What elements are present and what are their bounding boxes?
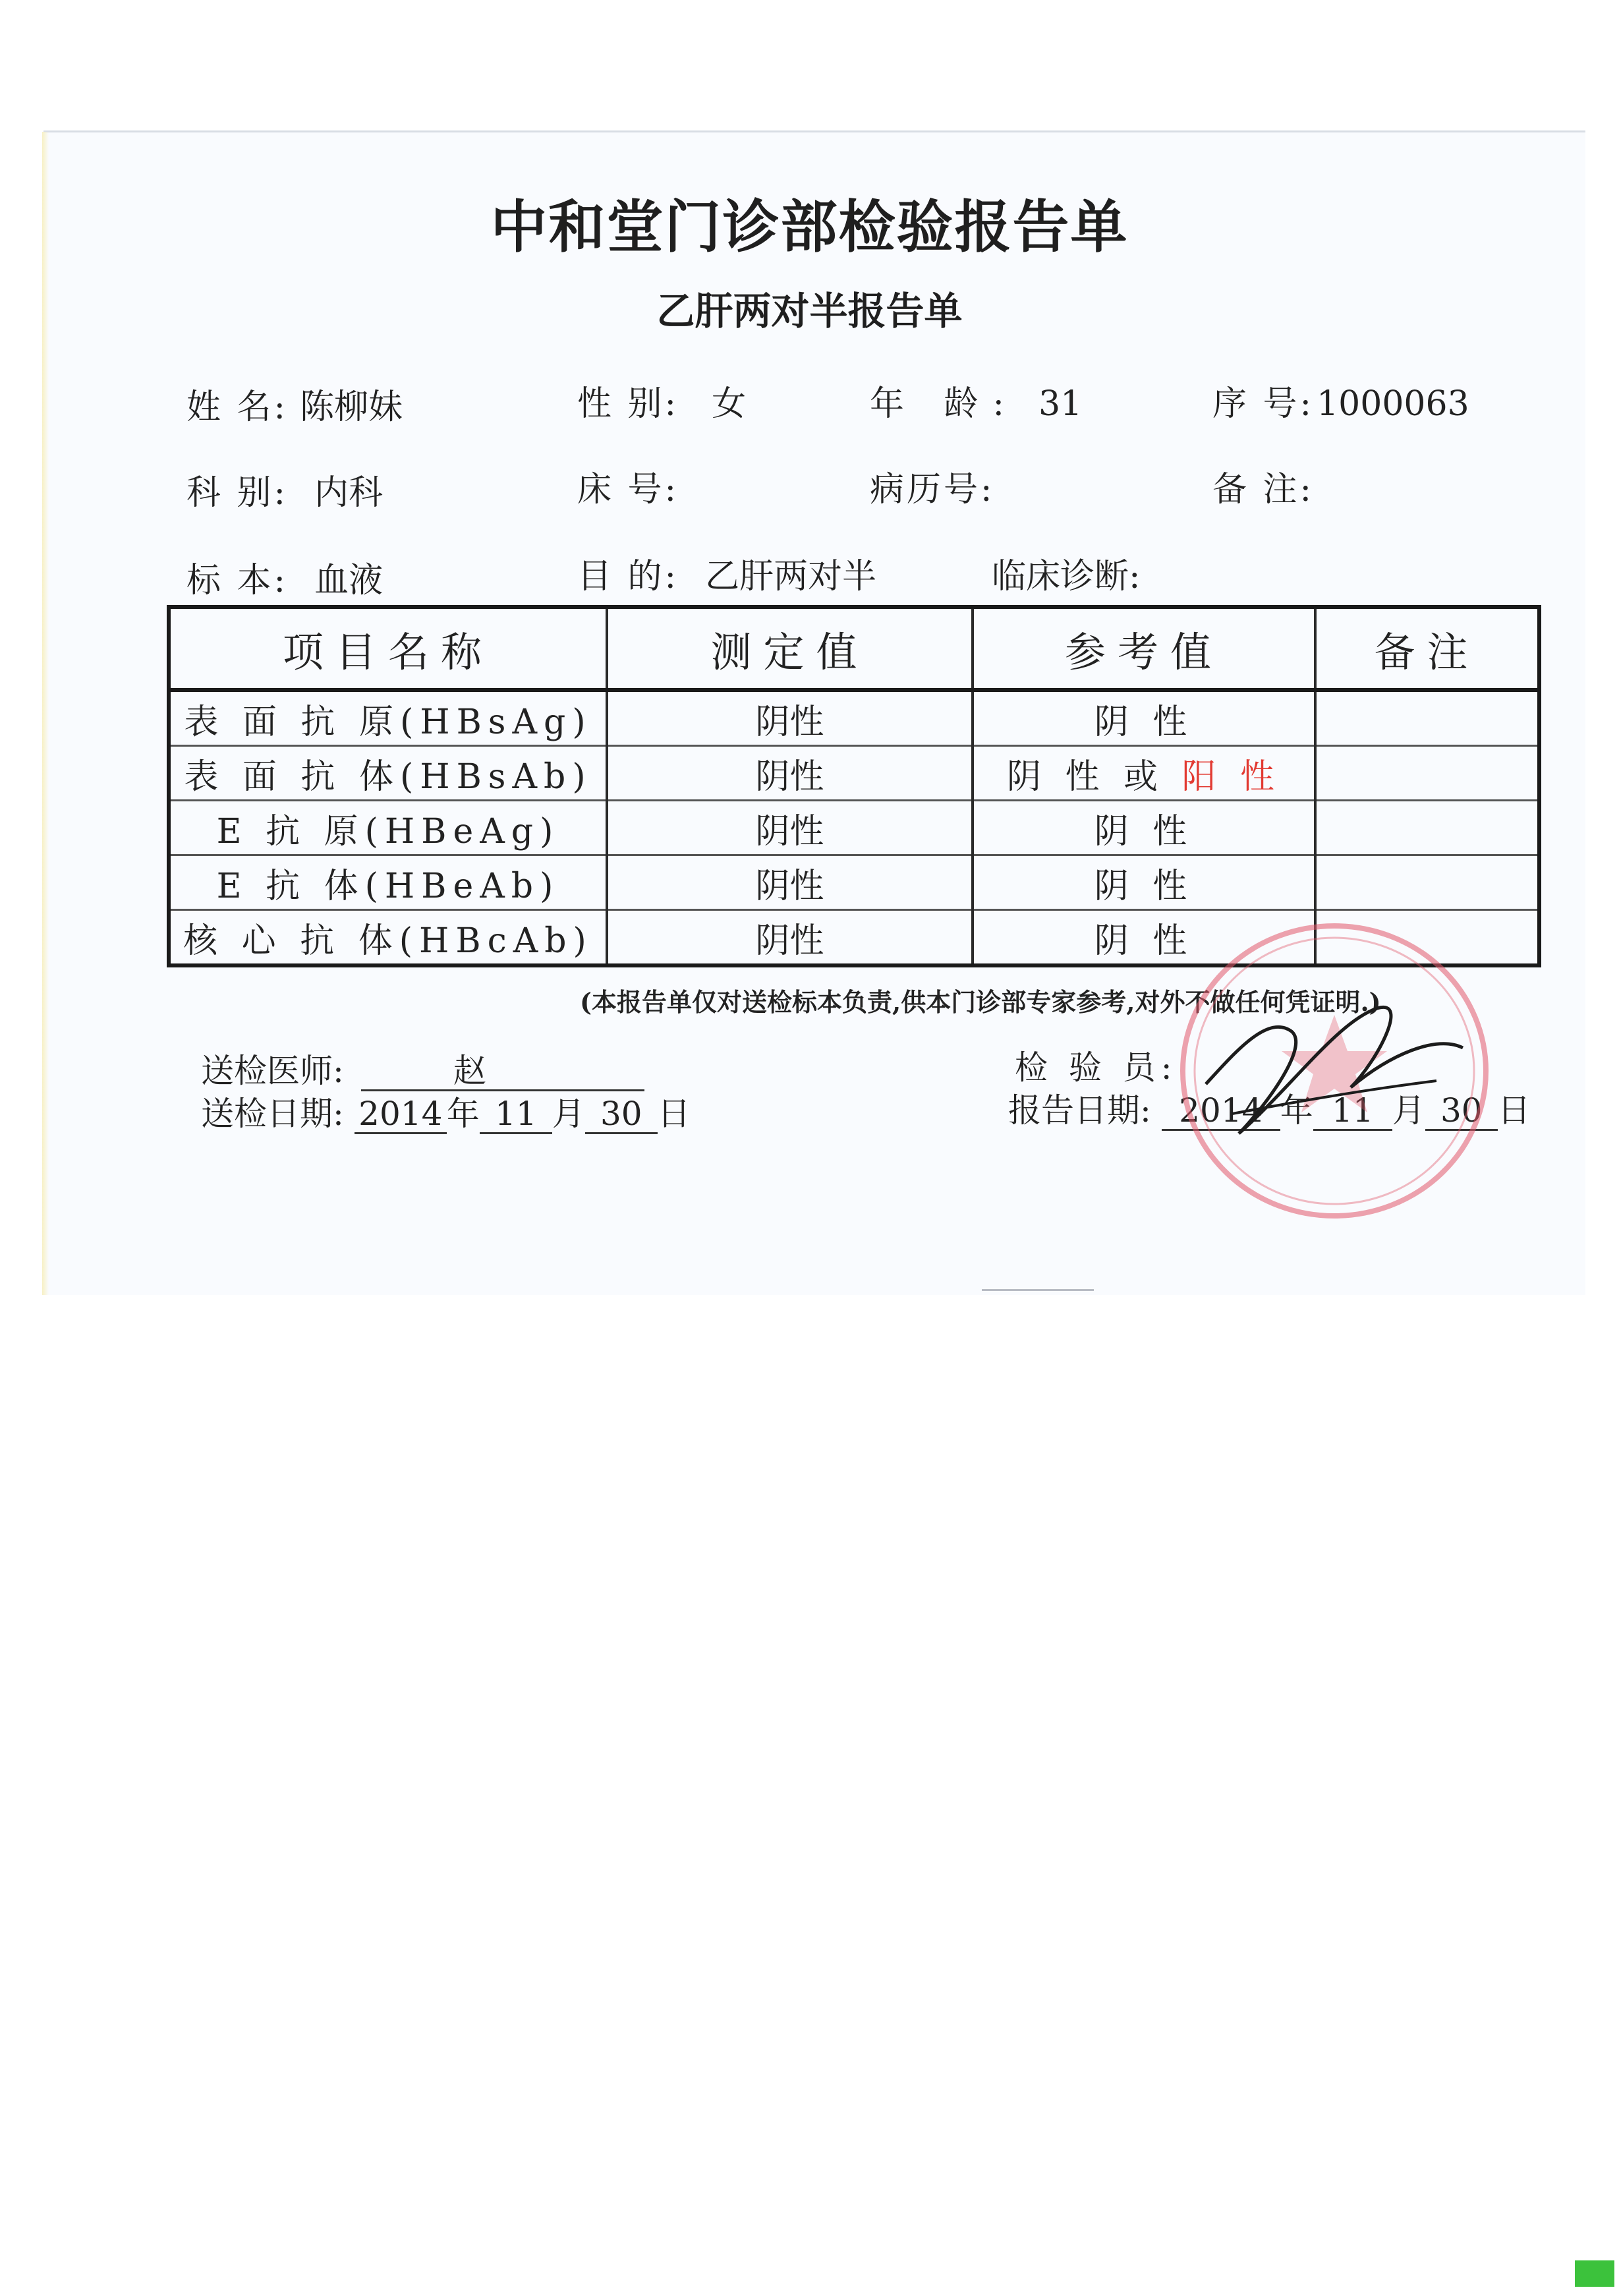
disclaimer-note: (本报告单仅对送检标本负责,供本门诊部专家参考,对外不做任何凭证明.) <box>580 987 1381 1017</box>
report-month-unit: 月 <box>1392 1091 1425 1130</box>
send-month: 11 <box>480 1096 552 1134</box>
doctor-line <box>201 1045 644 1092</box>
table-row <box>169 855 1539 910</box>
results-table <box>167 605 1541 967</box>
measured-value: 阴性 <box>607 746 973 801</box>
item-name: 表 面 抗 体(HBsAb) <box>169 746 607 801</box>
name-value: 陈柳妹 <box>300 387 403 427</box>
row-remark <box>1315 746 1539 801</box>
record-field <box>870 461 995 511</box>
row-remark <box>1315 855 1539 910</box>
header-item-name: 项目名称 <box>169 607 607 690</box>
measured-value: 阴性 <box>607 801 973 855</box>
sheet-bottom-edge <box>982 1289 1094 1291</box>
specimen-field <box>186 552 383 602</box>
sheet-top-edge <box>43 130 1585 132</box>
send-date-label: 送检日期: <box>201 1095 344 1133</box>
doctor-value: 赵 <box>361 1053 644 1091</box>
header-remark: 备注 <box>1315 607 1539 690</box>
diagnosis-field <box>992 548 1141 598</box>
dept-value: 内科 <box>314 473 383 513</box>
reference-value: 阴 性 <box>973 910 1315 966</box>
bed-field <box>577 461 679 511</box>
purpose-field <box>577 548 876 598</box>
report-year: 2014 <box>1162 1093 1280 1131</box>
table-row <box>169 690 1539 746</box>
sex-label: 性 别: <box>577 384 679 424</box>
measured-value: 阴性 <box>607 690 973 746</box>
report-subtitle: 乙肝两对半报告单 <box>656 289 963 333</box>
serial-field <box>1212 376 1469 425</box>
specimen-label: 标 本: <box>186 561 289 600</box>
table-row <box>169 801 1539 855</box>
dept-field <box>186 465 383 514</box>
serial-value: 1000063 <box>1317 384 1469 424</box>
inspector-label: 检 验 员: <box>1015 1048 1178 1087</box>
send-year-unit: 年 <box>446 1095 480 1133</box>
report-title: 中和堂门诊部检验报告单 <box>490 194 1129 260</box>
sex-value: 女 <box>712 384 747 424</box>
send-month-unit: 月 <box>552 1095 585 1133</box>
age-label: 年 龄: <box>870 384 1019 424</box>
table-row <box>169 746 1539 801</box>
reference-value: 阴 性 <box>973 855 1315 910</box>
send-date-line <box>201 1087 691 1135</box>
reference-value: 阴 性 <box>973 801 1315 855</box>
item-name: 表 面 抗 原(HBsAg) <box>169 690 607 746</box>
reference-value: 阴 性 <box>973 690 1315 746</box>
dept-label: 科 别: <box>186 473 289 513</box>
name-label: 姓 名: <box>186 387 289 427</box>
send-day-unit: 日 <box>657 1095 691 1133</box>
remark-label: 备 注: <box>1212 470 1315 509</box>
report-day-unit: 日 <box>1497 1091 1531 1130</box>
serial-label: 序 号: <box>1212 384 1315 424</box>
age-field <box>870 376 1082 425</box>
doctor-label: 送检医师: <box>201 1052 344 1090</box>
item-name: 核 心 抗 体(HBcAb) <box>169 910 607 966</box>
age-value: 31 <box>1038 384 1083 424</box>
item-name: E 抗 原(HBeAg) <box>169 801 607 855</box>
sex-field <box>577 376 746 425</box>
row-remark <box>1315 801 1539 855</box>
row-remark <box>1315 690 1539 746</box>
corner-mark <box>1575 2260 1614 2287</box>
item-name: E 抗 体(HBeAb) <box>169 855 607 910</box>
report-year-unit: 年 <box>1280 1091 1313 1130</box>
official-stamp-icon <box>1160 916 1502 1232</box>
record-label: 病历号: <box>870 470 995 509</box>
report-date-label: 报告日期: <box>1008 1091 1151 1130</box>
send-year: 2014 <box>355 1096 447 1134</box>
report-day: 30 <box>1425 1093 1498 1131</box>
name-field <box>186 379 403 428</box>
diagnosis-label: 临床诊断: <box>992 557 1141 596</box>
header-reference-value: 参考值 <box>973 607 1315 690</box>
measured-value: 阴性 <box>607 855 973 910</box>
reference-value: 阴 性 或 阳 性 <box>973 746 1315 801</box>
inspector-line <box>1015 1041 1178 1089</box>
send-day: 30 <box>585 1096 658 1134</box>
bed-label: 床 号: <box>577 470 679 509</box>
report-month: 11 <box>1313 1093 1392 1131</box>
remark-field <box>1212 461 1314 511</box>
purpose-value: 乙肝两对半 <box>705 557 877 596</box>
specimen-value: 血液 <box>314 561 383 600</box>
measured-value: 阴性 <box>607 910 973 966</box>
header-measured-value: 测定值 <box>607 607 973 690</box>
purpose-label: 目 的: <box>577 557 679 596</box>
table-header-row <box>169 607 1539 690</box>
